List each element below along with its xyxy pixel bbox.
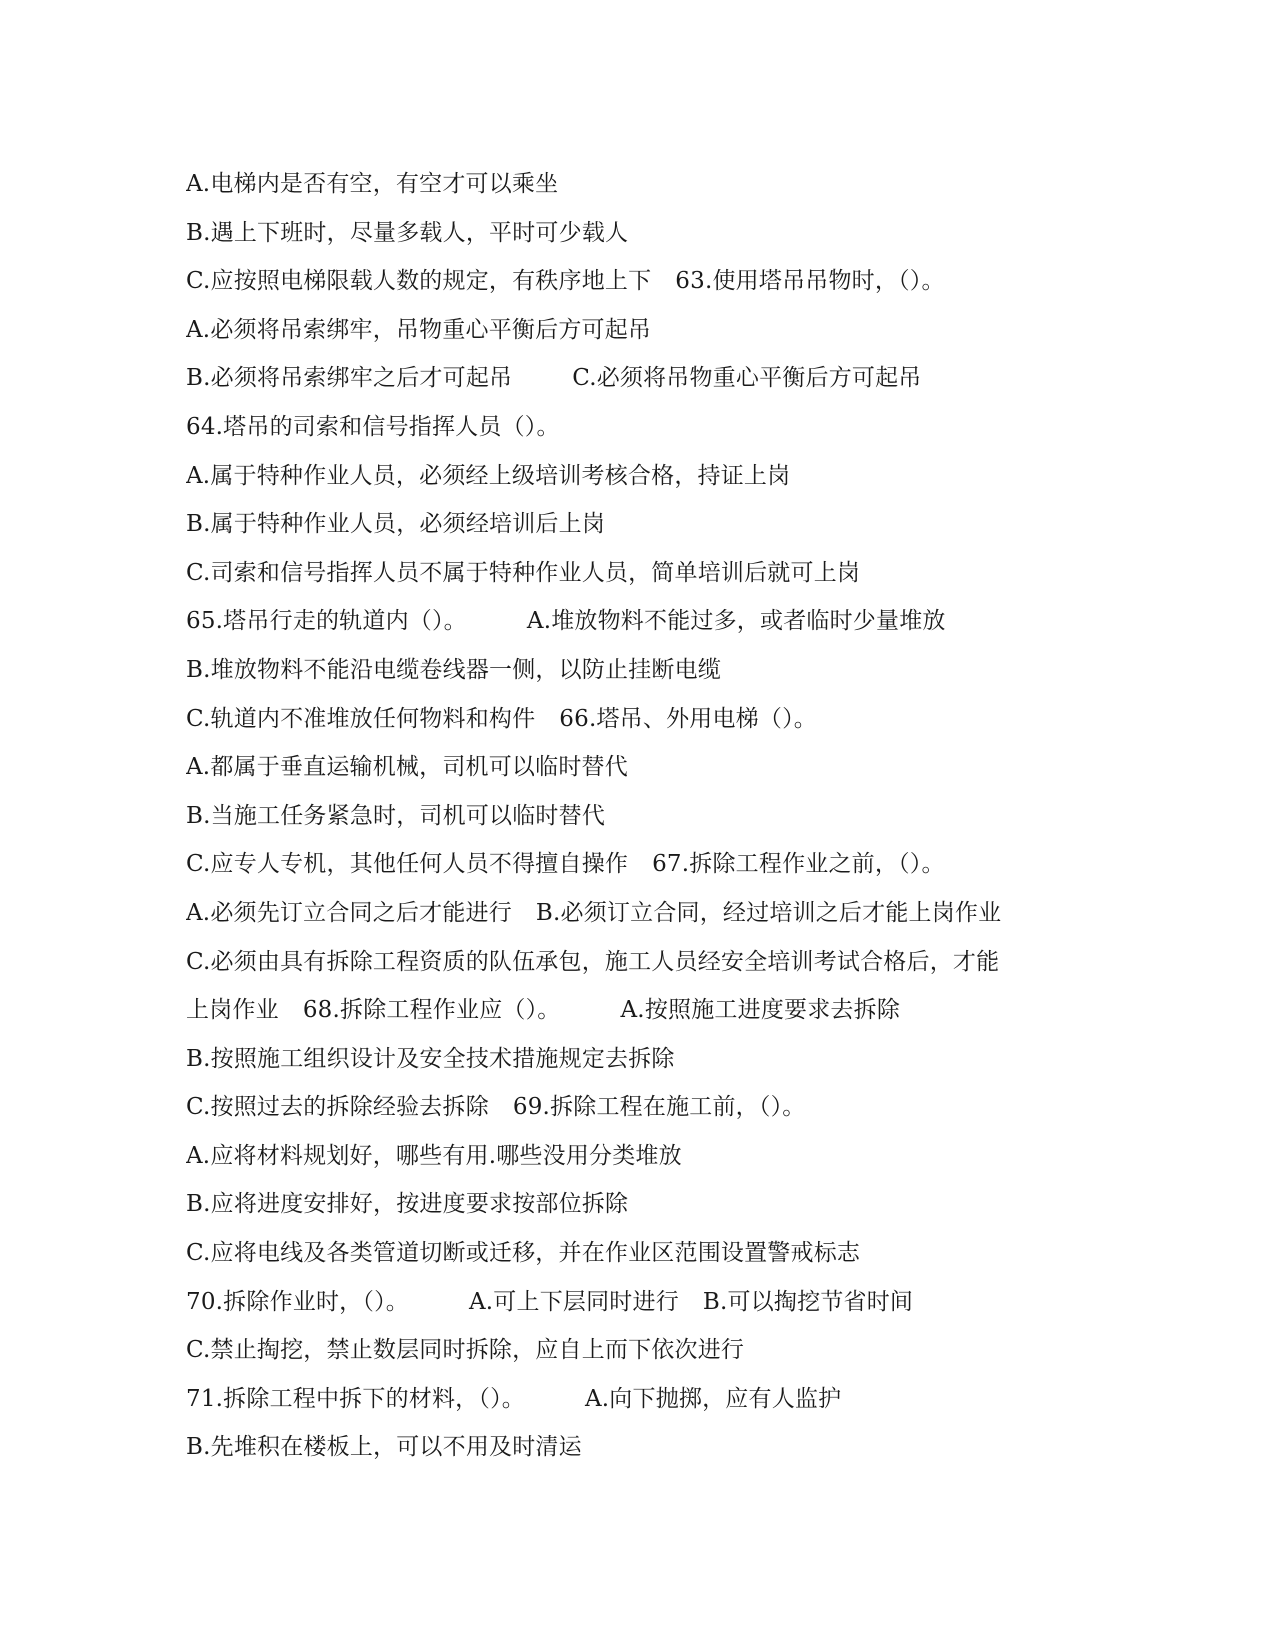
text-segment: C.司索和信号指挥人员不属于特种作业人员，简单培训后就可上岗	[186, 559, 861, 586]
text-line	[186, 695, 1086, 744]
text-segment: C.必须将吊物重心平衡后方可起吊	[572, 365, 922, 392]
text-line	[186, 354, 1086, 403]
text-segment: 70.拆除作业时，（）。	[186, 1288, 409, 1315]
text-segment: B.属于特种作业人员，必须经培训后上岗	[186, 511, 606, 538]
text-segment: 69.拆除工程在施工前，（）。	[512, 1094, 806, 1121]
text-segment: B.堆放物料不能沿电缆卷线器一侧，以防止挂断电缆	[186, 656, 722, 683]
text-segment: 68.拆除工程作业应（）。	[302, 997, 561, 1024]
text-line	[186, 1229, 1086, 1278]
text-line	[186, 306, 1086, 355]
text-segment: A.都属于垂直运输机械，司机可以临时替代	[186, 754, 628, 781]
text-segment: A.电梯内是否有空，有空才可以乘坐	[186, 171, 559, 197]
text-line	[186, 1326, 1086, 1375]
text-segment: C.禁止掏挖，禁止数层同时拆除，应自上而下依次进行	[186, 1337, 745, 1364]
text-line	[186, 1423, 1086, 1472]
text-line	[186, 1375, 1086, 1424]
text-segment: A.堆放物料不能过多，或者临时少量堆放	[526, 608, 946, 635]
text-line	[186, 1083, 1086, 1132]
text-line	[186, 257, 1086, 306]
text-line	[186, 646, 1086, 695]
text-line	[186, 840, 1086, 889]
text-segment: C.应专人专机，其他任何人员不得擅自操作	[186, 851, 629, 878]
text-segment: B.遇上下班时，尽量多载人，平时可少载人	[186, 219, 629, 246]
text-segment: 66.塔吊、外用电梯（）。	[559, 705, 817, 732]
text-line	[186, 1132, 1086, 1181]
text-line	[186, 500, 1086, 549]
text-segment: C.必须由具有拆除工程资质的队伍承包，施工人员经安全培训考试合格后，才能	[186, 948, 1000, 975]
text-line	[186, 792, 1086, 841]
text-segment: 71.拆除工程中拆下的材料，（）。	[186, 1385, 525, 1412]
text-line	[186, 160, 1086, 209]
text-segment: B.按照施工组织设计及安全技术措施规定去拆除	[186, 1045, 675, 1072]
text-segment: A.可上下层同时进行	[468, 1288, 679, 1315]
text-segment: A.向下抛掷，应有人监护	[584, 1385, 842, 1412]
text-line	[186, 1180, 1086, 1229]
text-line	[186, 743, 1086, 792]
text-segment: A.必须先订立合同之后才能进行	[186, 899, 512, 926]
text-segment: 63.使用塔吊吊物时，（）。	[675, 268, 945, 295]
text-segment: B.应将进度安排好，按进度要求按部位拆除	[186, 1191, 629, 1218]
text-segment: B.先堆积在楼板上，可以不用及时清运	[186, 1434, 582, 1461]
text-segment: 65.塔吊行走的轨道内（）。	[186, 608, 467, 635]
text-segment: A.应将材料规划好，哪些有用.哪些没用分类堆放	[186, 1142, 682, 1169]
text-segment: 上岗作业	[186, 997, 279, 1024]
text-line	[186, 452, 1086, 501]
text-segment: B.必须将吊索绑牢之后才可起吊	[186, 365, 513, 392]
text-segment: C.应将电线及各类管道切断或迁移，并在作业区范围设置警戒标志	[186, 1240, 861, 1267]
text-segment: B.可以掏挖节省时间	[702, 1288, 914, 1315]
text-segment: 64.塔吊的司索和信号指挥人员（）。	[186, 413, 560, 440]
text-segment: A.必须将吊索绑牢，吊物重心平衡后方可起吊	[186, 316, 652, 343]
text-segment: C.应按照电梯限载人数的规定，有秩序地上下	[186, 268, 652, 295]
text-line	[186, 986, 1086, 1035]
text-line	[186, 597, 1086, 646]
text-segment: B.必须订立合同，经过培训之后才能上岗作业	[535, 899, 1002, 926]
text-segment: C.轨道内不准堆放任何物料和构件	[186, 705, 536, 732]
text-body	[186, 160, 1086, 1472]
text-line	[186, 1278, 1086, 1327]
text-line	[186, 403, 1086, 452]
text-line	[186, 938, 1086, 987]
text-segment: A.属于特种作业人员，必须经上级培训考核合格，持证上岗	[186, 462, 791, 489]
text-segment: B.当施工任务紧急时，司机可以临时替代	[186, 802, 606, 829]
text-segment: 67.拆除工程作业之前，（）。	[652, 851, 945, 878]
text-segment: A.按照施工进度要求去拆除	[620, 997, 901, 1024]
text-line	[186, 209, 1086, 258]
text-line	[186, 889, 1086, 938]
text-segment: C.按照过去的拆除经验去拆除	[186, 1094, 489, 1121]
text-line	[186, 1035, 1086, 1084]
text-line	[186, 549, 1086, 598]
